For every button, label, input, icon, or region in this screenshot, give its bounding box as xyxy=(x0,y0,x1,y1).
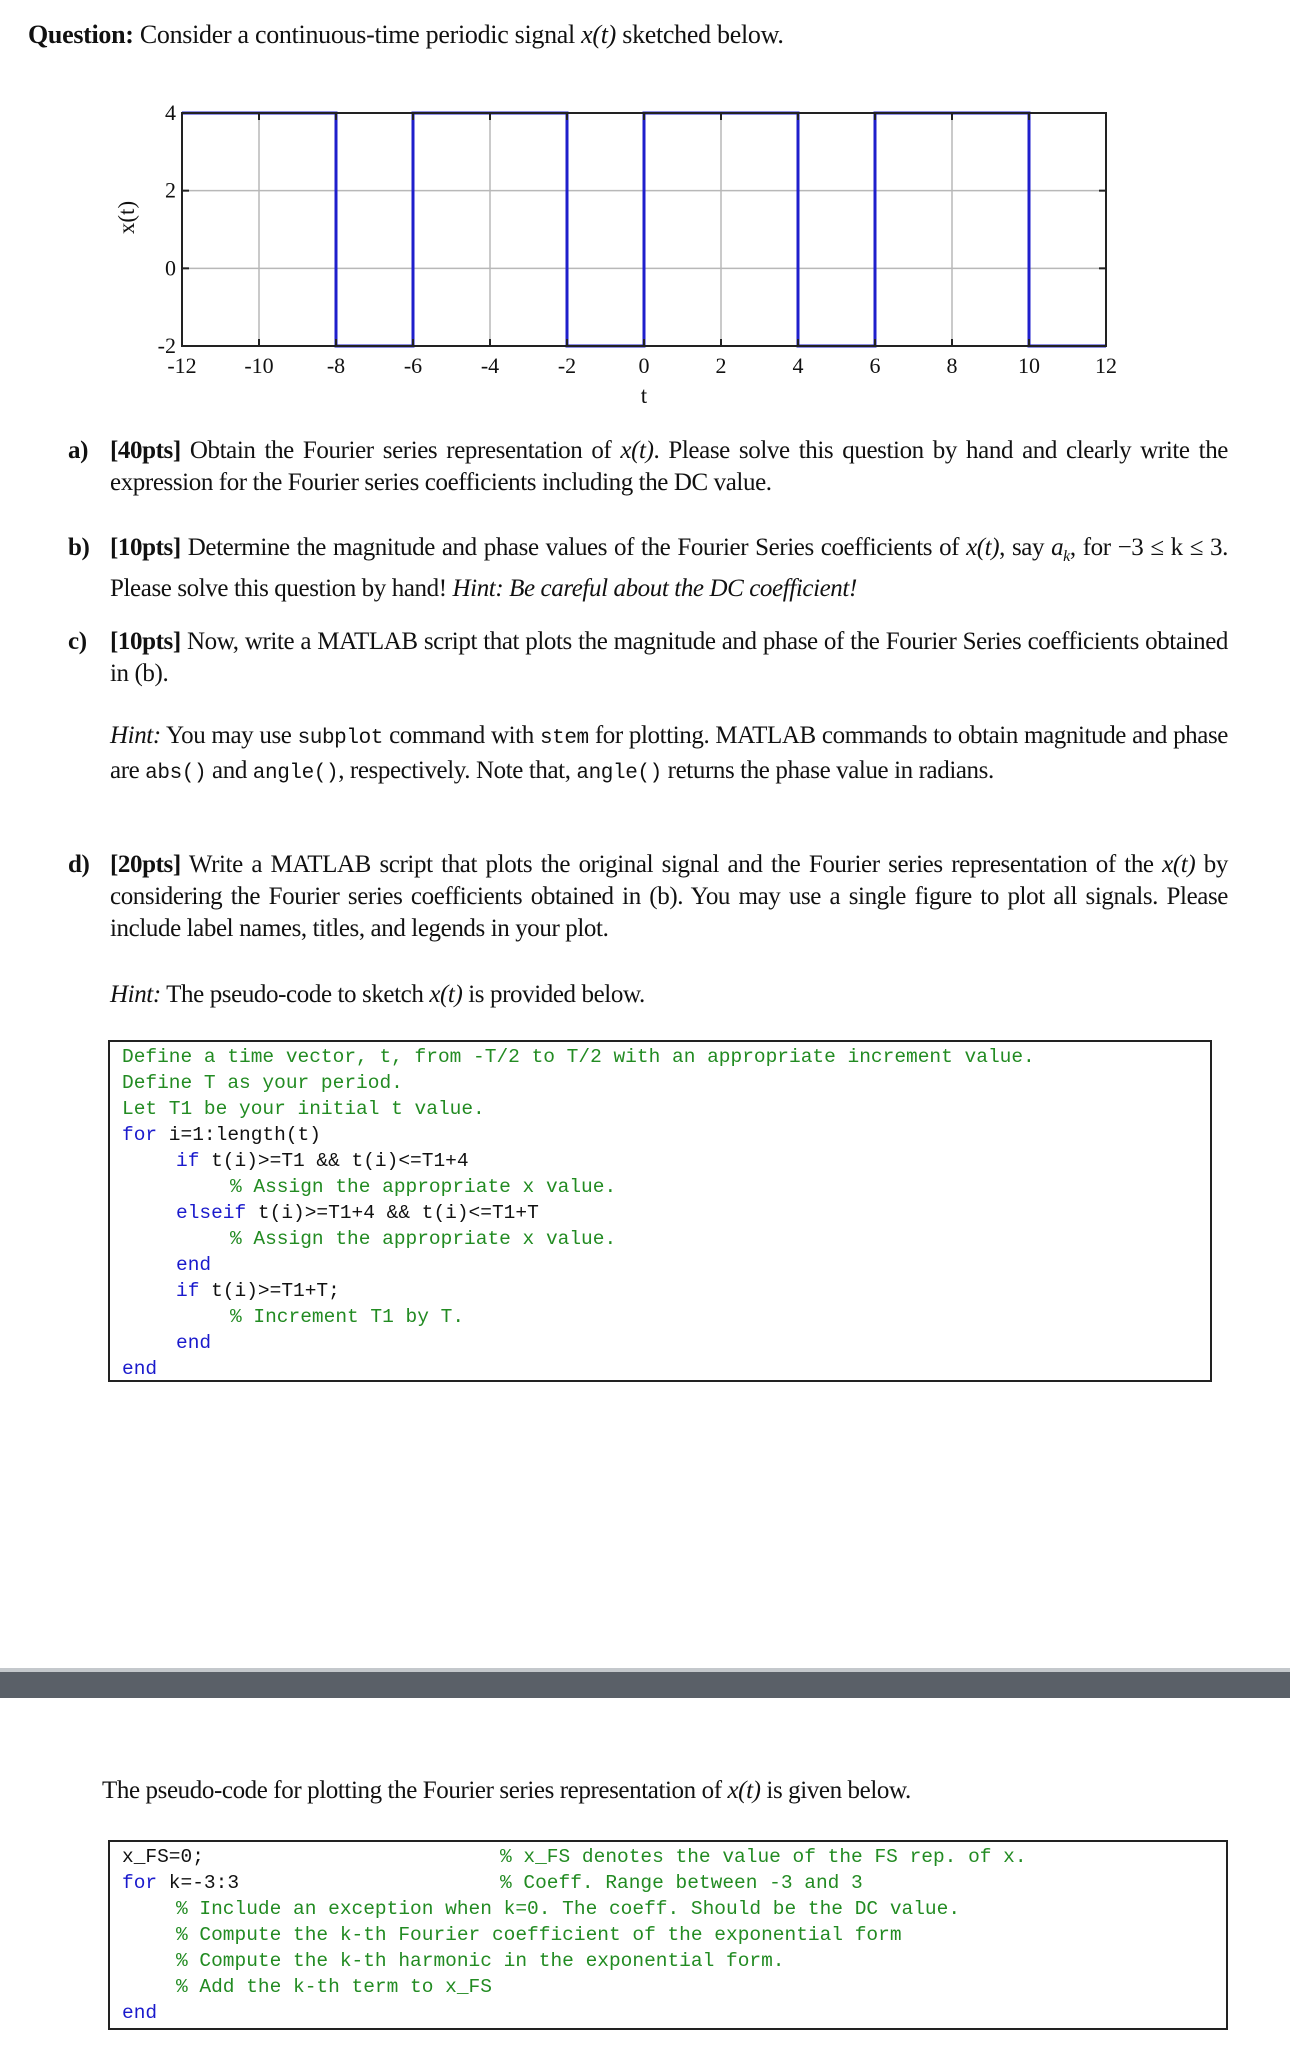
part-a-text: Obtain the Fourier series representation of xyxy=(180,437,621,464)
part-d-hint-text-2: is provided below. xyxy=(462,981,645,1008)
part-c-hint-label: Hint: xyxy=(110,722,161,749)
part-c-hint xyxy=(110,720,1228,790)
part-c-hint-text-4: and xyxy=(206,757,253,784)
code-statement: k=-3:3 xyxy=(157,1872,240,1894)
x-tick-label: -12 xyxy=(167,353,197,378)
x-tick-label: 0 xyxy=(638,353,650,378)
part-b-label: b) xyxy=(68,534,90,561)
part-b-points: [10pts] xyxy=(110,534,181,561)
code-statement: t(i)>=T1+4 && t(i)<=T1+T xyxy=(246,1202,539,1224)
y-tick-label: -2 xyxy=(157,333,176,358)
x-tick-label: 2 xyxy=(715,353,727,378)
signal-chart xyxy=(100,95,1160,425)
fs-pseudo-code-intro xyxy=(102,1777,911,1805)
code-line xyxy=(110,1096,1210,1122)
code-comment: % x_FS denotes the value of the FS rep. of x. xyxy=(500,1846,1027,1868)
part-c-hint-text-5: , respectively. Note that, xyxy=(338,757,577,784)
code-comment: % Assign the appropriate x value. xyxy=(230,1176,617,1198)
code-comment: Define T as your period. xyxy=(122,1072,403,1094)
signal-chart-svg xyxy=(100,95,1160,425)
x-tick-label: -6 xyxy=(403,353,423,378)
part-d-text-2: by considering the Fourier series coefficients obtained in (b). You may use a single figure to plot all signals. Please include label names, titles, and legends in your plot. xyxy=(110,851,1228,942)
code-angle-2: angle() xyxy=(576,762,662,785)
pseudo-code-fourier xyxy=(108,1840,1228,2030)
code-statement: i=1:length(t) xyxy=(157,1124,321,1146)
part-d-label: d) xyxy=(68,851,90,878)
part-c-hint-text: You may use xyxy=(160,722,298,749)
question-text-end: sketched below. xyxy=(616,20,784,49)
part-b-text: Determine the magnitude and phase values of the Fourier Series coefficients of xyxy=(180,534,967,561)
code-keyword: if xyxy=(176,1280,200,1302)
x-tick-label: 4 xyxy=(792,353,804,378)
code-statement: t(i)>=T1+T; xyxy=(199,1280,340,1302)
x-tick-label: -8 xyxy=(326,353,346,378)
x-tick-label: -4 xyxy=(480,353,500,378)
code-line xyxy=(110,1226,1210,1252)
part-d-hint-label: Hint: xyxy=(110,981,161,1008)
part-d-signal: x(t) xyxy=(1162,851,1196,878)
part-c xyxy=(68,626,1228,690)
question-text: Consider a continuous-time periodic signal xyxy=(139,20,582,49)
part-a-label: a) xyxy=(68,437,89,464)
code-line xyxy=(110,1870,1226,1896)
part-b-text-3: , for xyxy=(1069,534,1118,561)
part-a xyxy=(68,435,1228,499)
code-line xyxy=(110,1896,1226,1922)
code-line xyxy=(110,1304,1210,1330)
part-d-hint xyxy=(110,979,1228,1011)
code-line xyxy=(110,1122,1210,1148)
code-abs: abs() xyxy=(145,762,207,785)
part-b-coef-sub: k xyxy=(1063,548,1070,565)
x-tick-label: -2 xyxy=(557,353,577,378)
part-a-signal: x(t) xyxy=(620,437,654,464)
code-line xyxy=(110,1844,1226,1870)
code-line xyxy=(110,1148,1210,1174)
code-comment: Let T1 be your initial t value. xyxy=(122,1098,485,1120)
part-a-text-2: . Please solve this question by hand and clearly write the expression for the Fourier series coefficients including the DC value. xyxy=(110,437,1228,496)
code-line xyxy=(110,1200,1210,1226)
part-a-points: [40pts] xyxy=(110,437,181,464)
code-subplot: subplot xyxy=(297,727,383,750)
code-keyword: for xyxy=(122,1872,158,1894)
x-tick-label: 8 xyxy=(946,353,958,378)
code-keyword: end xyxy=(176,1332,212,1354)
code-keyword: end xyxy=(176,1254,212,1276)
part-b-range: −3 ≤ k ≤ 3 xyxy=(1117,534,1223,561)
code-comment: % Compute the k-th harmonic in the exponential form. xyxy=(176,1950,785,1972)
code-comment: % Add the k-th term to x_FS xyxy=(176,1976,492,1998)
part-b-text-4: . Please solve this question by hand! xyxy=(110,534,1228,602)
code-line xyxy=(110,1948,1226,1974)
code-comment: % Coeff. Range between -3 and 3 xyxy=(500,1872,863,1894)
code-keyword: if xyxy=(176,1150,200,1172)
code-keyword: end xyxy=(122,1358,158,1380)
part-c-hint-text-6: returns the phase value in radians. xyxy=(661,757,994,784)
part-b-coef: a xyxy=(1051,534,1064,561)
x-axis-label: t xyxy=(640,383,648,408)
part-d-hint-text: The pseudo-code to sketch xyxy=(160,981,430,1008)
code-line xyxy=(110,1356,1210,1382)
code-line xyxy=(110,1044,1210,1070)
part-c-points: [10pts] xyxy=(110,628,181,655)
x-tick-label: -10 xyxy=(244,353,274,378)
x-tick-label: 12 xyxy=(1095,353,1117,378)
fs-intro-signal: x(t) xyxy=(727,1777,761,1804)
part-c-hint-text-3: for plotting. MATLAB commands to obtain magnitude and phase are xyxy=(110,722,1229,784)
question-signal: x(t) xyxy=(581,20,617,49)
fs-intro-text-2: is given below. xyxy=(760,1777,911,1804)
code-line xyxy=(110,2000,1226,2026)
code-line xyxy=(110,1922,1226,1948)
code-comment: % Assign the appropriate x value. xyxy=(230,1228,617,1250)
question-heading xyxy=(28,20,784,50)
part-c-hint-text-2: command with xyxy=(383,722,540,749)
code-line xyxy=(110,1330,1210,1356)
code-line xyxy=(110,1070,1210,1096)
part-d-text: Write a MATLAB script that plots the original signal and the Fourier series representation of the xyxy=(180,851,1163,878)
x-tick-label: 6 xyxy=(869,353,881,378)
code-statement: t(i)>=T1 && t(i)<=T1+4 xyxy=(199,1150,469,1172)
code-line xyxy=(110,1974,1226,2000)
question-label: Question: xyxy=(28,20,134,49)
part-b xyxy=(68,532,1228,605)
code-keyword: elseif xyxy=(176,1202,247,1224)
code-line xyxy=(110,1252,1210,1278)
code-comment: % Increment T1 by T. xyxy=(230,1306,465,1328)
pseudo-code-signal xyxy=(108,1040,1212,1382)
code-comment: % Compute the k-th Fourier coefficient of the exponential form xyxy=(176,1924,902,1946)
part-b-hint: Hint: Be careful about the DC coefficient! xyxy=(452,575,857,602)
part-d-hint-signal: x(t) xyxy=(429,981,463,1008)
code-keyword: end xyxy=(122,2002,158,2024)
code-comment: % Include an exception when k=0. The coeff. Should be the DC value. xyxy=(176,1898,961,1920)
code-stem: stem xyxy=(539,727,589,750)
code-comment: Define a time vector, t, from -T/2 to T/2 with an appropriate increment value. xyxy=(122,1046,1035,1068)
part-d xyxy=(68,849,1228,945)
y-tick-label: 4 xyxy=(165,100,176,125)
fs-intro-text: The pseudo-code for plotting the Fourier series representation of xyxy=(102,1777,728,1804)
y-tick-label: 2 xyxy=(165,177,176,203)
part-b-signal: x(t) xyxy=(966,534,1000,561)
signal-series-line xyxy=(182,113,1106,346)
part-c-text: Now, write a MATLAB script that plots the magnitude and phase of the Fourier Series coefficients obtained in (b). xyxy=(110,628,1228,687)
part-b-text-2: , say xyxy=(999,534,1052,561)
page-divider xyxy=(0,1672,1290,1698)
code-angle: angle() xyxy=(252,762,339,785)
code-keyword: for xyxy=(122,1124,158,1146)
code-line xyxy=(110,1174,1210,1200)
part-c-label: c) xyxy=(68,628,87,655)
y-axis-label: x(t) xyxy=(114,200,139,235)
x-tick-label: 10 xyxy=(1018,353,1040,378)
code-statement: x_FS=0; xyxy=(122,1846,204,1868)
part-d-points: [20pts] xyxy=(110,851,181,878)
y-tick-label: 0 xyxy=(165,255,176,281)
code-line xyxy=(110,1278,1210,1304)
